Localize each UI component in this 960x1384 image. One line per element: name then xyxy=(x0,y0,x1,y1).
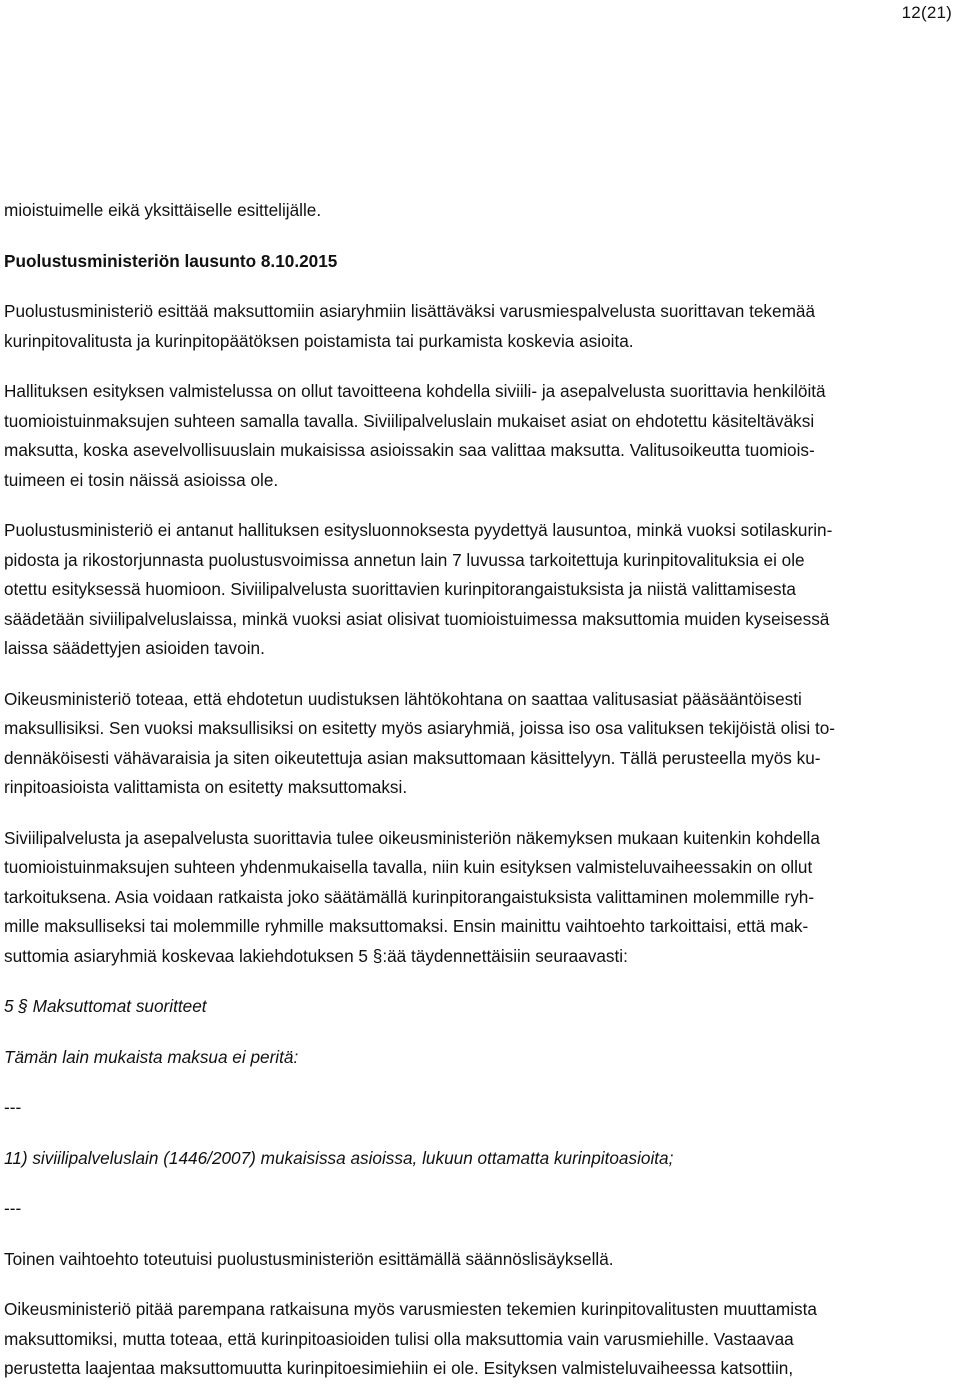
paragraph-line: tuomioistuinmaksujen suhteen samalla tavalla. Siviilipalveluslain mukaiset asiat on ehdotettu käsiteltäväksi xyxy=(4,410,815,431)
paragraph-line: dennäköisesti vähävaraisia ja siten oikeutettuja asian maksuttomaan käsittelyyn. Tällä perusteella myös ku- xyxy=(4,747,821,768)
paragraph-line: Toinen vaihtoehto toteutuisi puolustusministeriön esittämällä säännöslisäyksellä. xyxy=(4,1248,614,1269)
paragraph-line: säädetään siviilipalveluslaissa, minkä vuoksi asiat olisivat tuomioistuimessa maksuttomia muiden kyseisessä xyxy=(4,608,830,629)
paragraph-line: suttomia asiaryhmiä koskevaa lakiehdotuksen 5 §:ää täydennettäisiin seuraavasti: xyxy=(4,945,628,966)
paragraph xyxy=(4,685,950,803)
paragraph-line: Oikeusministeriö toteaa, että ehdotetun uudistuksen lähtökohtana on saattaa valitusasiat pääsääntöisesti xyxy=(4,688,802,709)
paragraph-line: mille maksulliseksi tai molemmille ryhmille maksuttomaksi. Ensin mainittu vaihtoehto tarkoittaisi, että mak- xyxy=(4,916,809,936)
paragraph-line: tarkoituksena. Asia voidaan ratkaista joko säätämällä kurinpitorangaistuksista valittaminen molemmille ryh- xyxy=(4,886,815,907)
paragraph-line: perustetta laajentaa maksuttomuutta kurinpitoesimiehiin ei ole. Esityksen valmisteluvaiheessa katsottiin, xyxy=(4,1358,794,1378)
paragraph xyxy=(4,824,950,972)
law-section-item: 11) siviilipalveluslain (1446/2007) mukaisissa asioissa, lukuun ottamatta kurinpitoasioita; xyxy=(4,1147,674,1168)
section-heading: Puolustusministeriön lausunto 8.10.2015 xyxy=(4,250,338,271)
document-body xyxy=(4,196,950,1384)
paragraph-line: tuimeen ei tosin näissä asioissa ole. xyxy=(4,469,279,490)
paragraph-line: pidosta ja rikostorjunnasta puolustusvoimissa annetun lain 7 luvussa tarkoitettuja kurinpitovalituksia ei ole xyxy=(4,549,805,570)
omission-marker: --- xyxy=(4,1198,22,1218)
paragraph-line: rinpitoasioista valittamista on esitetty maksuttomaksi. xyxy=(4,777,408,797)
paragraph xyxy=(4,377,950,495)
paragraph-line: Oikeusministeriö pitää parempana ratkaisuna myös varusmiesten tekemien kurinpitovalitusten muuttamista xyxy=(4,1299,817,1319)
paragraph-line: maksuttomiksi, mutta toteaa, että kurinpitoasioiden tulisi olla maksuttomia vain varusmiehille. Vastaavaa xyxy=(4,1328,794,1349)
paragraph-line: otettu esityksessä huomioon. Siviilipalvelusta suorittavien kurinpitorangaistuksista ja niistä valittamisesta xyxy=(4,579,796,599)
paragraph-line: kurinpitovalitusta ja kurinpitopäätöksen poistamista tai purkamista koskevia asioita. xyxy=(4,330,634,351)
paragraph-line: mioistuimelle eikä yksittäiselle esittelijälle. xyxy=(4,200,322,220)
paragraph-line: maksutta, koska asevelvollisuuslain mukaisissa asioissakin saa valittaa maksutta. Valitusoikeutta tuomiois- xyxy=(4,440,815,460)
paragraph-line: Puolustusministeriö esittää maksuttomiin asiaryhmiin lisättäväksi varusmiespalvelusta suorittavan tekemää xyxy=(4,301,816,321)
law-section-title: 5 § Maksuttomat suoritteet xyxy=(4,996,207,1016)
paragraph-line: maksullisiksi. Sen vuoksi maksullisiksi on esitetty myös asiaryhmiä, joissa iso osa valituksen tekijöistä olisi to- xyxy=(4,718,836,738)
law-section-intro: Tämän lain mukaista maksua ei peritä: xyxy=(4,1046,299,1067)
paragraph-line: Siviilipalvelusta ja asepalvelusta suorittavia tulee oikeusministeriön näkemyksen mukaan kuitenkin kohdella xyxy=(4,827,820,848)
omission-marker: --- xyxy=(4,1097,22,1117)
paragraph-line: Hallituksen esityksen valmistelussa on ollut tavoitteena kohdella siviili- ja asepalvelusta suorittavia henkilöitä xyxy=(4,381,826,401)
paragraph-line: Puolustusministeriö ei antanut hallituksen esitysluonnoksesta pyydettyä lausuntoa, minkä vuoksi sotilaskurin- xyxy=(4,520,833,540)
paragraph xyxy=(4,297,950,356)
paragraph-line: tuomioistuinmaksujen suhteen yhdenmukaisella tavalla, niin kuin esityksen valmisteluvaiheessakin on ollut xyxy=(4,857,813,877)
page-number: 12(21) xyxy=(901,3,952,22)
paragraph xyxy=(4,516,950,664)
paragraph-line: laissa säädettyjen asioiden tavoin. xyxy=(4,638,265,658)
paragraph xyxy=(4,1295,950,1384)
